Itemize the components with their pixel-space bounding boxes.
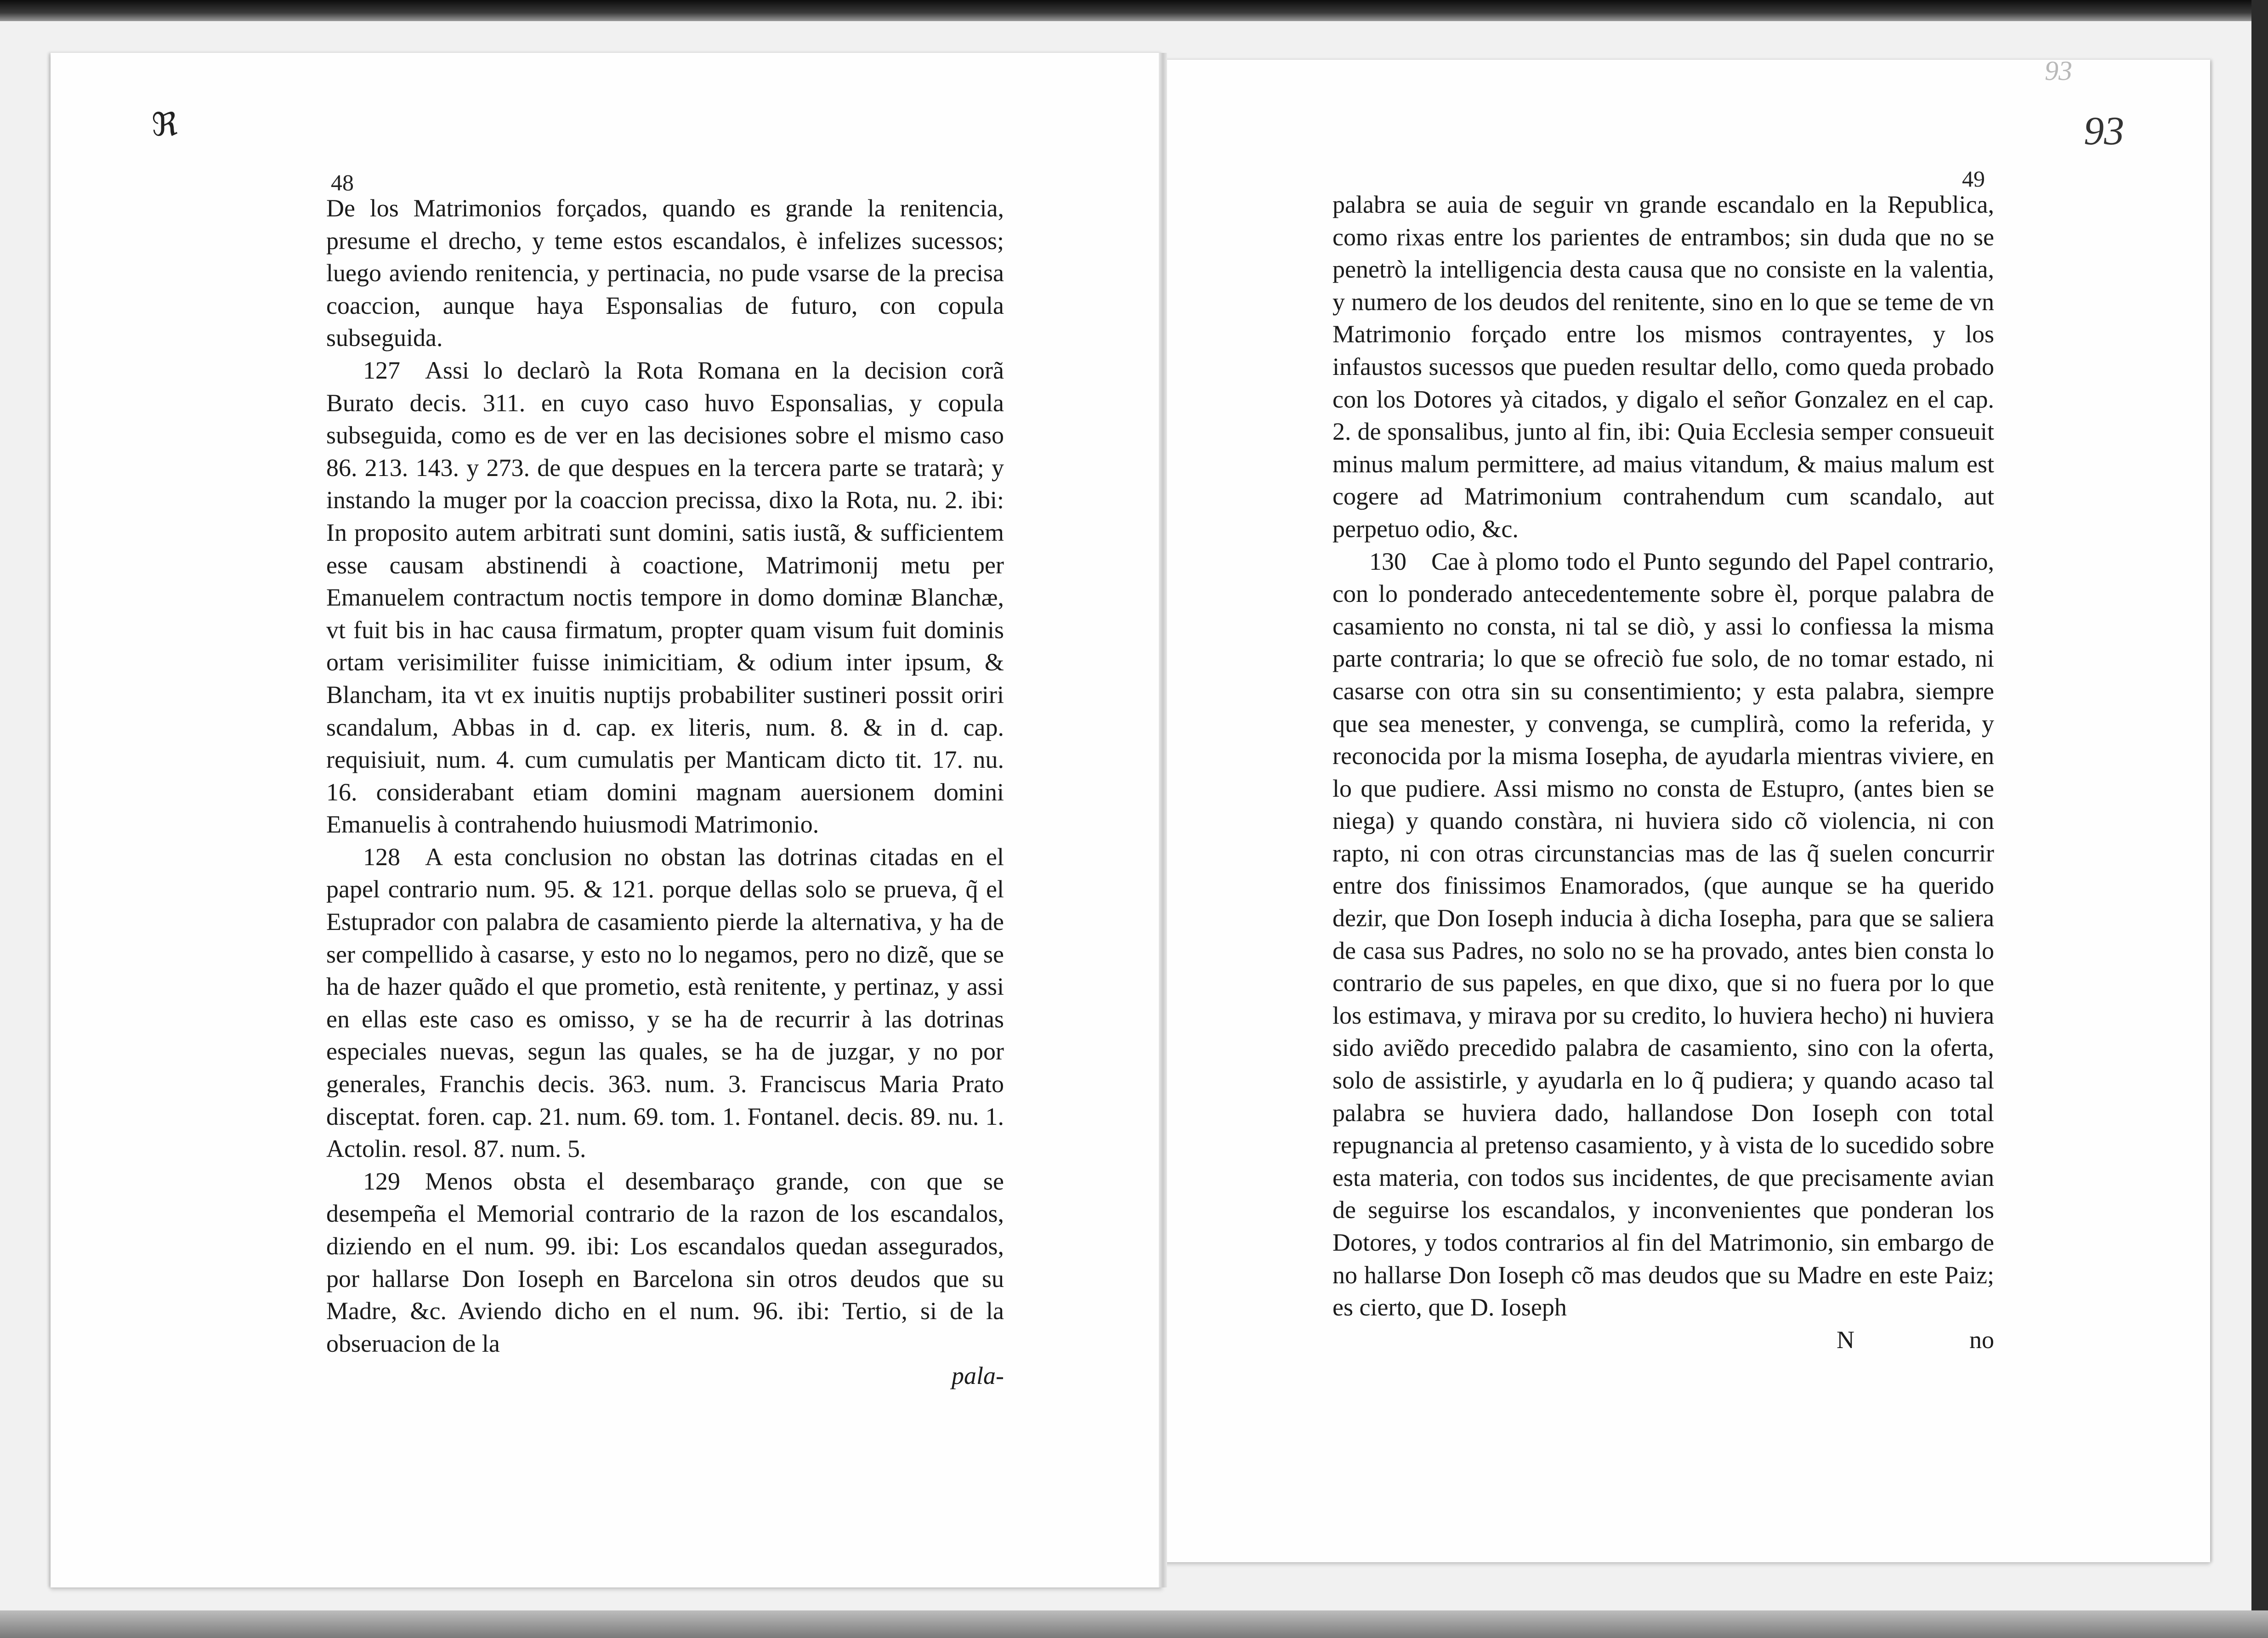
catchword: no	[1969, 1326, 1994, 1354]
paragraph-number: 130	[1369, 547, 1406, 575]
folio-number-faint: 93	[2045, 56, 2072, 86]
paragraph-number: 129	[363, 1167, 400, 1195]
left-text-column	[326, 192, 1004, 1392]
paragraph-number: 127	[363, 356, 400, 384]
scan-edge-right	[2251, 0, 2268, 1638]
signature-line	[1332, 1324, 1994, 1356]
paragraph-127: 127 Assi lo declarò la Rota Romana en la decision corã Burato decis. 311. en cuyo caso huvo Esponsalias, y copula subseguida, como es de ver en las decisiones sobre el mismo caso 86. 213. 143. y 273. de que despues en la tercera parte se tratarà; y instando la muger por la coaccion precissa, dixo la Rota, nu. 2. ibi: In proposito autem arbitrati sunt domini, satis iustã, & sufficientem esse causam abstinendi à coactione, Matrimonij metu per Emanuelem contractum noctis tempore in domo dominæ Blanchæ, vt fuit bis in hac causa firmatum, propter quam visum fuit dominis ortam verisimiliter fuisse inimicitiam, & odium inter ipsum, & Blancham, ita vt ex inuitis nuptijs probabiliter sustineri possit oriri scandalum, Abbas in d. cap. ex literis, num. 8. & in d. cap. requisiuit, num. 4. cum cumulatis per Manticam dicto tit. 17. nu. 16. considerabant etiam domini magnam auersionem domini Emanuelis à contrahendo huiusmodi Matrimonio.	[326, 356, 1004, 839]
catchword: pala-	[952, 1362, 1004, 1390]
paragraph-128: 128 A esta conclusion no obstan las dotrinas citadas en el papel contrario num. 95. & 121. porque dellas solo se prueva, q̃ el Estuprador con palabra de casamiento pierde la alternativa, y ha de ser compellido à casarse, y esto no lo negamos, pero no dizẽ, que se ha de hazer quãdo el que prometio, està renitente, y pertinaz, y assi en ellas este caso es omisso, y se ha de recurrir à las dotrinas especiales nuevas, segun las quales, se ha de juzgar, y no por generales, Franchis decis. 363. num. 3. Franciscus Maria Prato disceptat. foren. cap. 21. num. 69. tom. 1. Fontanel. decis. 89. nu. 1. Actolin. resol. 87. num. 5.	[326, 843, 1004, 1163]
right-text-column	[1332, 188, 1994, 1356]
folio-number-handwritten: 93	[2084, 109, 2124, 153]
paragraph-continuation: palabra se auia de seguir vn grande escandalo en la Republica, como rixas entre los parientes de entrambos; sin duda que no se penetrò la intelligencia desta causa que no consiste en la valentia, y numero de los deudos del renitente, sino en lo que se teme de vn Matrimonio forçado entre los mismos contrayentes, y los infaustos sucessos que pueden resultar dello, como queda probado con los Dotores yà citados, y digalo el señor Gonzalez en el cap. 2. de sponsalibus, junto al fin, ibi: Quia Ecclesia semper consueuit minus malum permittere, ad maius vitandum, & maius malum est cogere ad Matrimonium contrahendum cum scandalo, aut perpetuo odio, &c.	[1332, 191, 1994, 543]
paragraph-number: 128	[363, 843, 400, 871]
paragraph-continuation: De los Matrimonios forçados, quando es grande la renitencia, presume el drecho, y teme estos escandalos, è infelizes sucessos; luego aviendo renitencia, y pertinacia, no pude vsarse de la precisa coaccion, aunque haya Esponsalias de futuro, con copula subseguida.	[326, 194, 1004, 352]
book-gutter	[1159, 53, 1167, 1587]
signature-mark: N	[1837, 1326, 1854, 1354]
scan-edge-top	[0, 0, 2268, 21]
corner-mark: ℜ	[152, 108, 178, 143]
paragraph-130: 130 Cae à plomo todo el Punto segundo del Papel contrario, con lo ponderado antecedentemente sobre èl, porque palabra de casamiento no consta, ni tal se diò, y assi lo confiessa la misma parte contraria; lo que se ofreciò fue solo, de no tomar estado, ni casarse con otra sin su consentimiento; y esta palabra, siempre que sea menester, y convenga, se cumplirà, como la referida, y reconocida por la misma Iosepha, de ayudarla mientras viviere, en lo que pudiere. Assi mismo no consta de Estupro, (antes bien se niega) y quando constàra, ni huviera sido cõ violencia, ni con rapto, ni con otras circunstancias mas de las q̃ suelen concurrir entre dos finissimos Enamorados, (que aunque se ha querido dezir, que Don Ioseph inducia à dicha Iosepha, para que se saliera de casa sus Padres, no solo no se ha provado, antes bien consta lo contrario de sus papeles, en que dixo, que si no fuera por lo que los estimava, y mirava por su credito, lo huviera hecho) ni huviera sido aviẽdo precedido palabra de casamiento, sino con la oferta, solo de assistirle, y ayudarla en lo q̃ pudiera; y quando acaso tal palabra se huviera dado, hallandose Don Ioseph con total repugnancia al pretenso casamiento, y à vista de lo sucedido sobre esta materia, con todos sus incidentes, de que precisamente avian de seguirse los escandalos, y inconvenientes que ponderan los Dotores, y todos contrarios al fin del Matrimonio, sin embargo de no hallarse Don Ioseph cõ mas deudos que su Madre en este Paiz; es cierto, que D. Ioseph	[1332, 547, 1994, 1321]
scan-edge-bottom	[0, 1610, 2268, 1638]
paragraph-129: 129 Menos obsta el desembaraço grande, con que se desempeña el Memorial contrario de la razon de los escandalos, diziendo en el num. 99. ibi: Los escandalos quedan assegurados, por hallarse Don Ioseph en Barcelona sin otros deudos que su Madre, &c. Aviendo dicho en el num. 96. ibi: Tertio, si de la obseruacion de la	[326, 1167, 1004, 1357]
left-page-number: 48	[331, 170, 354, 195]
right-page-number: 49	[1962, 166, 1985, 192]
